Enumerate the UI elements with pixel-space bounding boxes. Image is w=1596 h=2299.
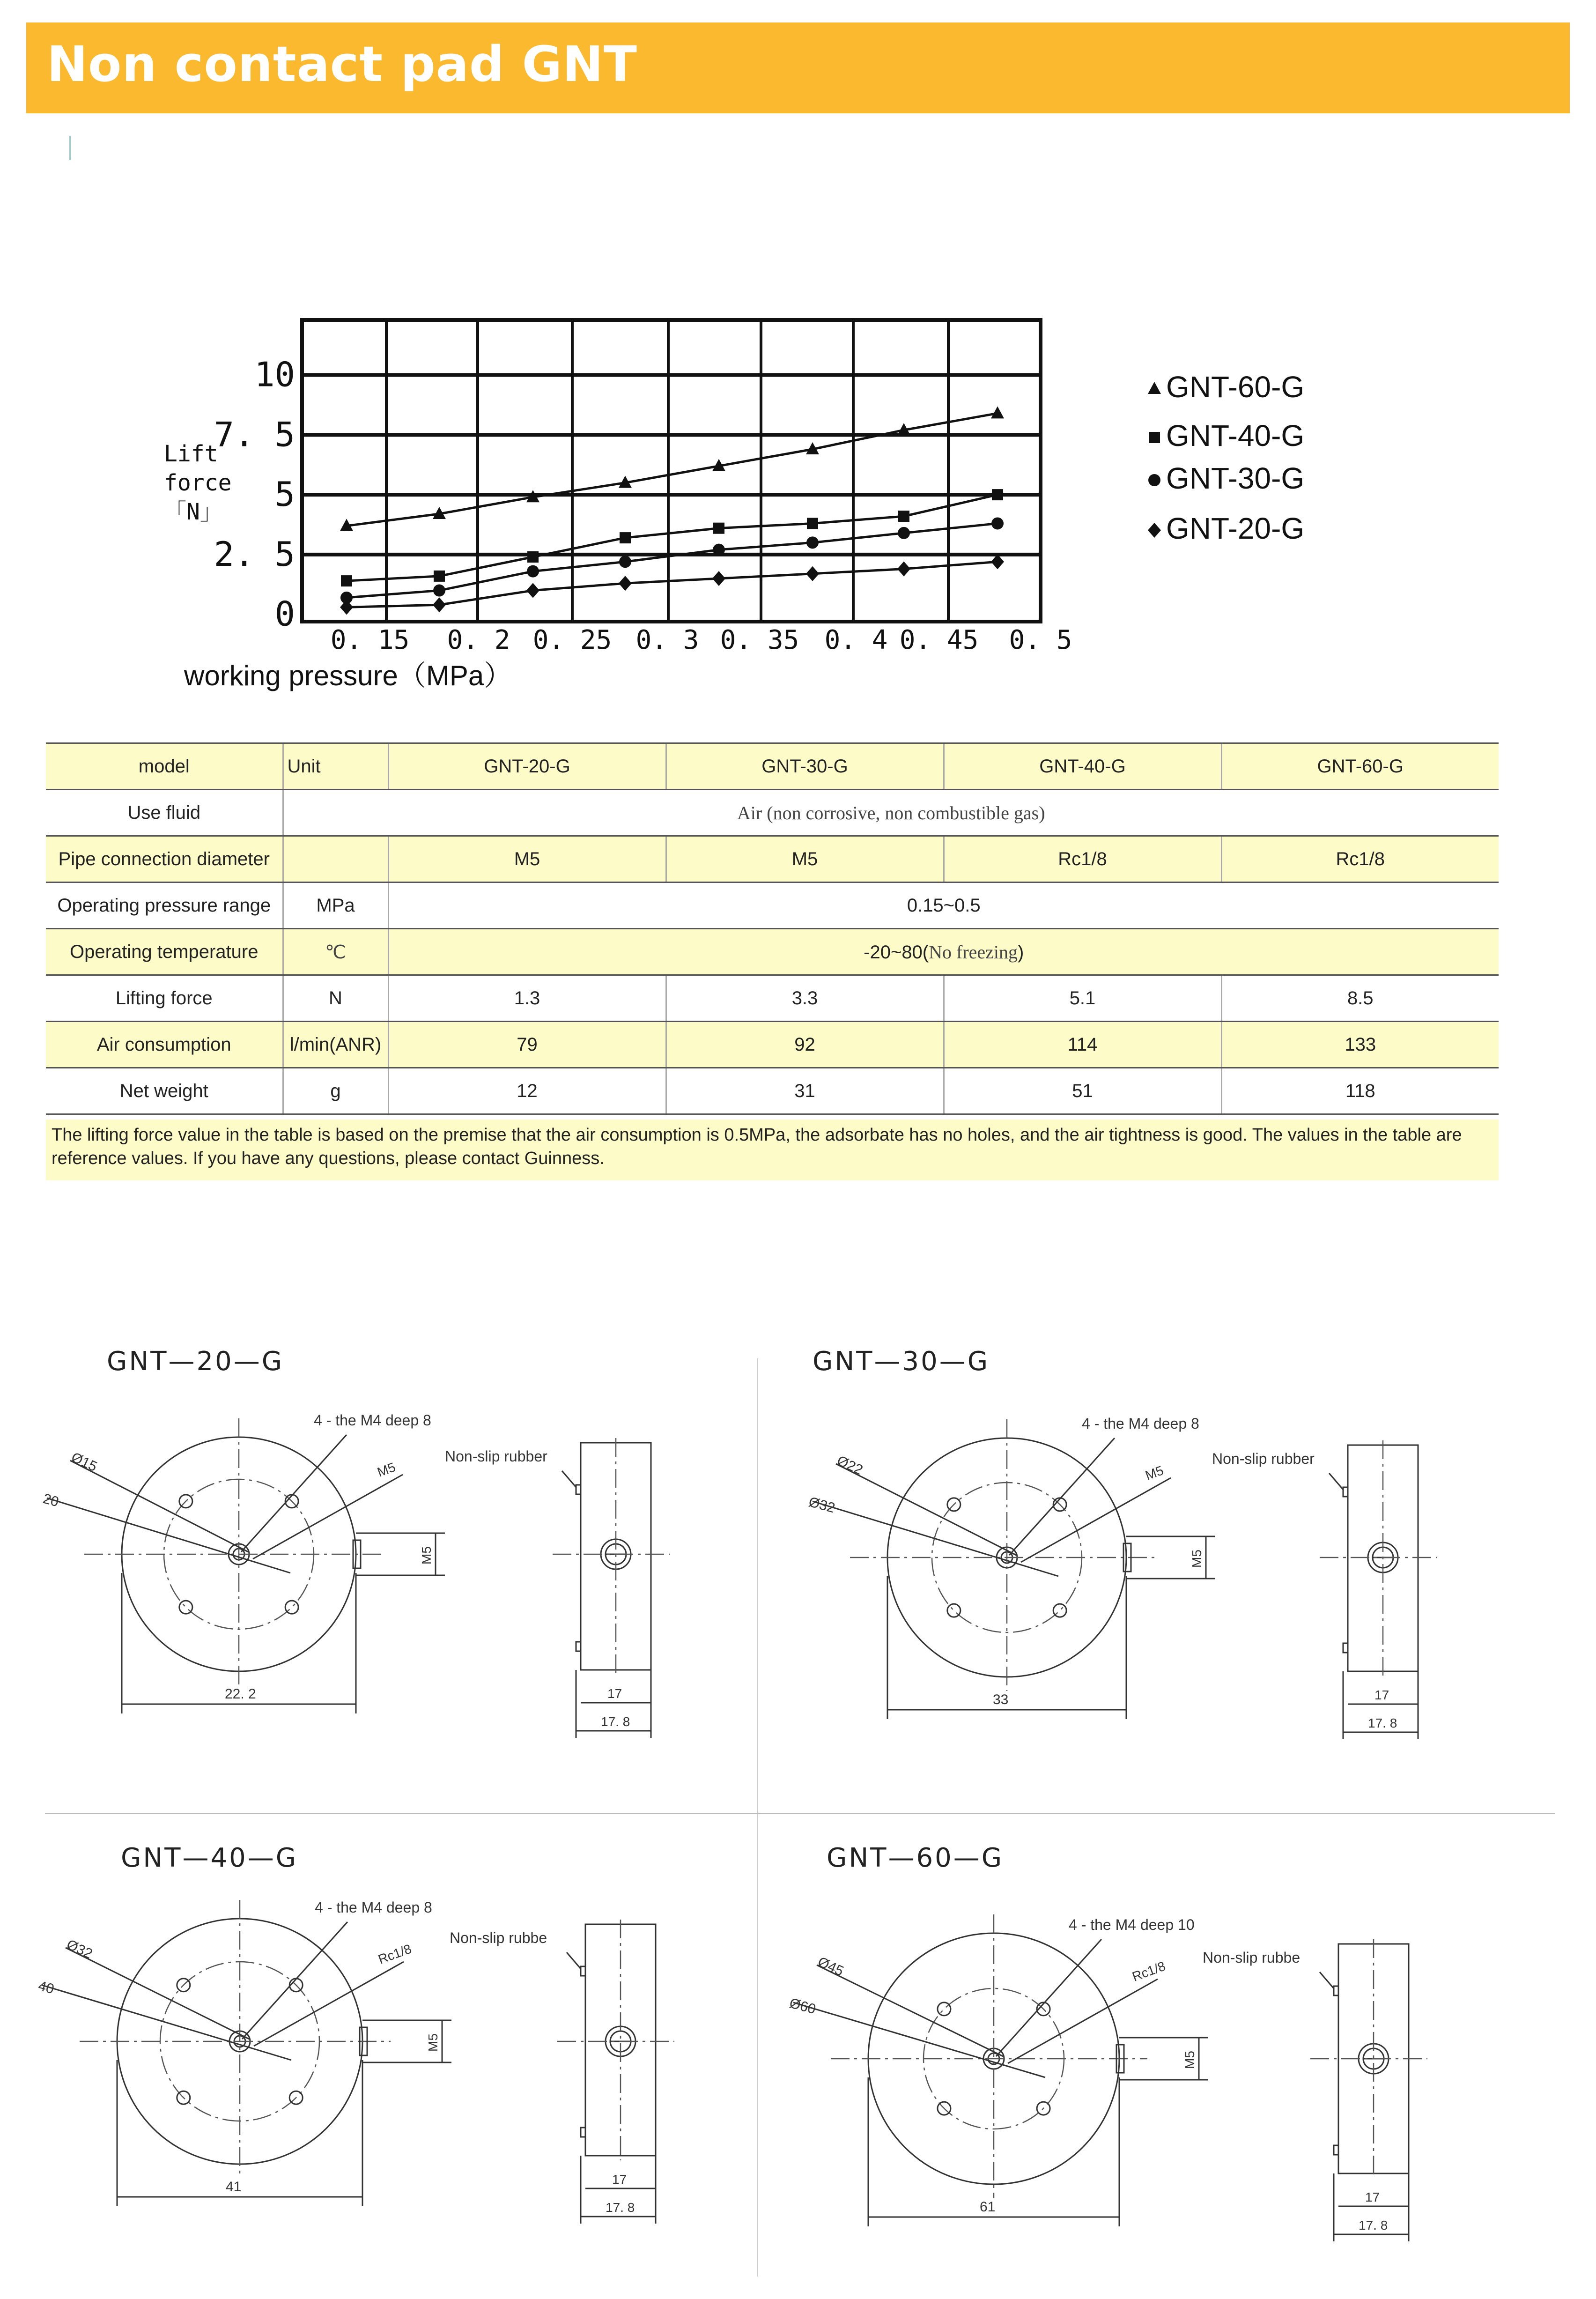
leader-holes: [241, 1435, 347, 1552]
legend-label: GNT-20-G: [1166, 512, 1305, 545]
dim-port-label: M5: [1182, 2051, 1197, 2069]
port-label: M5: [1143, 1463, 1166, 1483]
inner-diameter-label: Ø45: [815, 1954, 846, 1980]
inner-diameter-label: Ø32: [64, 1936, 95, 1962]
mount-hole: [1053, 1604, 1066, 1617]
x-axis-label: working pressure（MPa）: [184, 660, 512, 691]
row-label: Pipe connection diameter: [46, 836, 283, 883]
port-label: Rc1/8: [376, 1941, 414, 1967]
dim-total-label: 17. 8: [1359, 2218, 1388, 2232]
rubber-pad: [1343, 1643, 1348, 1653]
dim-width-label: 61: [980, 2199, 996, 2215]
x-tick-label: 0. 4: [824, 625, 888, 655]
leader-rubber: [562, 1471, 576, 1487]
outer-diameter-label: Ø60: [788, 1995, 818, 2017]
table-note: The lifting force value in the table is based on the premise that the air consumption is 0.5MPa, the adsorbate has no holes, and the air tightness is good. The values in the table are reference values. If you have any questions, please contact Guinness.: [46, 1120, 1499, 1180]
row-label: Use fluid: [46, 790, 283, 836]
table-cell: 1.3: [388, 975, 666, 1022]
y-axis-label: Lift: [164, 441, 218, 467]
table-cell: M5: [666, 836, 944, 883]
header-gnt-30: GNT-30-G: [666, 743, 944, 790]
x-tick-label: 0. 45: [899, 625, 979, 655]
row-unit: g: [283, 1068, 388, 1114]
use-fluid-value: Air (non corrosive, non combustible gas): [283, 790, 1499, 836]
mount-hole: [179, 1601, 192, 1614]
row-label: Air consumption: [46, 1022, 283, 1068]
table-cell: 0.15~0.5: [388, 883, 1499, 929]
rubber-pad: [1334, 2145, 1338, 2155]
x-tick-label: 0. 15: [330, 625, 410, 655]
x-tick-label: 0. 3: [635, 625, 699, 655]
x-tick-label: 0. 5: [1009, 625, 1072, 655]
legend-label: GNT-40-G: [1166, 419, 1305, 452]
row-label: Operating temperature: [46, 929, 283, 975]
temp-range: -20~80(: [864, 942, 929, 963]
rubber-pad: [1334, 1986, 1338, 1995]
table-cell: 114: [944, 1022, 1221, 1068]
table-cell: 51: [944, 1068, 1221, 1114]
table-cell: 133: [1221, 1022, 1499, 1068]
table-cell: 12: [388, 1068, 666, 1114]
leader-rubber: [567, 1952, 581, 1969]
drawing-3: [42, 1900, 674, 2224]
leader-inner-dia: [66, 1948, 249, 2039]
row-label: Net weight: [46, 1068, 283, 1114]
leader-rubber: [1320, 1972, 1334, 1988]
drawing-4: [793, 1914, 1427, 2241]
table-cell: 31: [666, 1068, 944, 1114]
rubber-pad: [581, 1966, 585, 1976]
row-unit: ℃: [283, 929, 388, 975]
temp-close: ): [1018, 942, 1024, 963]
dim-total-label: 17. 8: [1368, 1716, 1397, 1730]
mount-hole-label: 4 - the M4 deep 8: [315, 1899, 432, 1916]
leader-port: [254, 1962, 404, 2046]
drawing-1: [47, 1418, 670, 1738]
mount-hole: [938, 2002, 951, 2016]
leader-inner-dia: [836, 1464, 1016, 1555]
rubber-label: Non-slip rubbe: [1203, 1949, 1300, 1966]
leader-outer-dia: [47, 1498, 290, 1573]
y-tick-label: 2. 5: [214, 534, 295, 574]
dim-thickness-label: 17: [1374, 1688, 1389, 1702]
rubber-pad: [576, 1485, 581, 1494]
dim-port-label: M5: [426, 2033, 440, 2052]
port-label: Rc1/8: [1130, 1958, 1167, 1984]
legend-label: GNT-30-G: [1166, 461, 1305, 495]
y-axis-label: 「N」: [164, 499, 222, 525]
row-unit: MPa: [283, 883, 388, 929]
leader-port: [1008, 1979, 1158, 2063]
leader-holes: [1009, 1438, 1115, 1555]
mount-hole-label: 4 - the M4 deep 8: [1082, 1415, 1199, 1432]
dim-thickness-label: 17: [607, 1686, 622, 1701]
legend-label: GNT-60-G: [1166, 370, 1305, 404]
leader-port: [1021, 1478, 1171, 1562]
header-unit: Unit: [283, 743, 388, 790]
leader-port: [253, 1475, 403, 1559]
y-tick-label: 5: [274, 475, 295, 514]
rubber-label: Non-slip rubbe: [450, 1929, 547, 1946]
dim-width-label: 41: [226, 2179, 242, 2195]
row-unit: l/min(ANR): [283, 1022, 388, 1068]
x-tick-label: 0. 2: [447, 625, 510, 655]
dim-port-label: M5: [1190, 1550, 1204, 1568]
y-axis-label: force: [164, 470, 232, 496]
dim-thickness-label: 17: [612, 2172, 627, 2187]
page-title: Non contact pad GNT: [47, 36, 637, 93]
mount-hole-label: 4 - the M4 deep 8: [314, 1412, 431, 1429]
header-gnt-20: GNT-20-G: [388, 743, 666, 790]
rubber-pad: [1343, 1487, 1348, 1497]
table-cell: 8.5: [1221, 975, 1499, 1022]
leader-outer-dia: [813, 1501, 1058, 1576]
port-label: M5: [375, 1460, 398, 1480]
table-cell: M5: [388, 836, 666, 883]
temp-note: No freezing: [929, 941, 1018, 963]
drawing-title: GNT—60—G: [827, 1843, 1004, 1873]
rubber-pad: [576, 1642, 581, 1651]
table-cell: 5.1: [944, 975, 1221, 1022]
table-cell: 3.3: [666, 975, 944, 1022]
dim-total-label: 17. 8: [601, 1714, 630, 1729]
x-tick-label: 0. 35: [720, 625, 799, 655]
mount-hole: [285, 1601, 298, 1614]
leader-outer-dia: [42, 1985, 291, 2060]
header-gnt-40: GNT-40-G: [944, 743, 1221, 790]
outer-diameter-label: 40: [37, 1978, 56, 1997]
rubber-label: Non-slip rubber: [445, 1448, 547, 1465]
dim-total-label: 17. 8: [606, 2200, 635, 2215]
inner-diameter-label: Ø22: [835, 1453, 865, 1478]
leader-outer-dia: [793, 2002, 1045, 2077]
dim-thickness-label: 17: [1365, 2190, 1380, 2204]
dim-width-label: 33: [993, 1692, 1009, 1707]
row-label: Operating pressure range: [46, 883, 283, 929]
outer-diameter-label: 20: [41, 1491, 60, 1510]
outer-diameter-label: Ø32: [807, 1494, 837, 1516]
leader-holes: [996, 1939, 1101, 2056]
drawing-title: GNT—30—G: [813, 1346, 990, 1377]
mount-hole-label: 4 - the M4 deep 10: [1069, 1916, 1195, 1933]
rubber-label: Non-slip rubber: [1212, 1450, 1315, 1467]
table-cell: Rc1/8: [944, 836, 1221, 883]
header-gnt-60: GNT-60-G: [1221, 743, 1499, 790]
y-tick-label: 10: [254, 355, 295, 394]
row-unit: N: [283, 975, 388, 1022]
leader-inner-dia: [70, 1461, 248, 1552]
leader-holes: [242, 1922, 347, 2039]
inner-diameter-label: Ø15: [69, 1449, 100, 1475]
dim-port-label: M5: [419, 1546, 434, 1565]
table-cell: Rc1/8: [1221, 836, 1499, 883]
mount-hole: [947, 1604, 961, 1617]
header-model: model: [46, 743, 283, 790]
y-tick-label: 7. 5: [214, 415, 295, 454]
dim-width-label: 22. 2: [225, 1686, 256, 1702]
y-tick-label: 0: [274, 594, 295, 634]
leader-rubber: [1329, 1473, 1343, 1490]
drawing-2: [813, 1419, 1437, 1739]
drawing-title: GNT—40—G: [121, 1843, 298, 1873]
drawing-title: GNT—20—G: [107, 1346, 284, 1377]
leader-inner-dia: [817, 1965, 1003, 2056]
table-cell: 79: [388, 1022, 666, 1068]
table-cell: 92: [666, 1022, 944, 1068]
x-tick-label: 0. 25: [532, 625, 612, 655]
rubber-pad: [581, 2128, 585, 2137]
row-label: Lifting force: [46, 975, 283, 1022]
table-cell: 118: [1221, 1068, 1499, 1114]
